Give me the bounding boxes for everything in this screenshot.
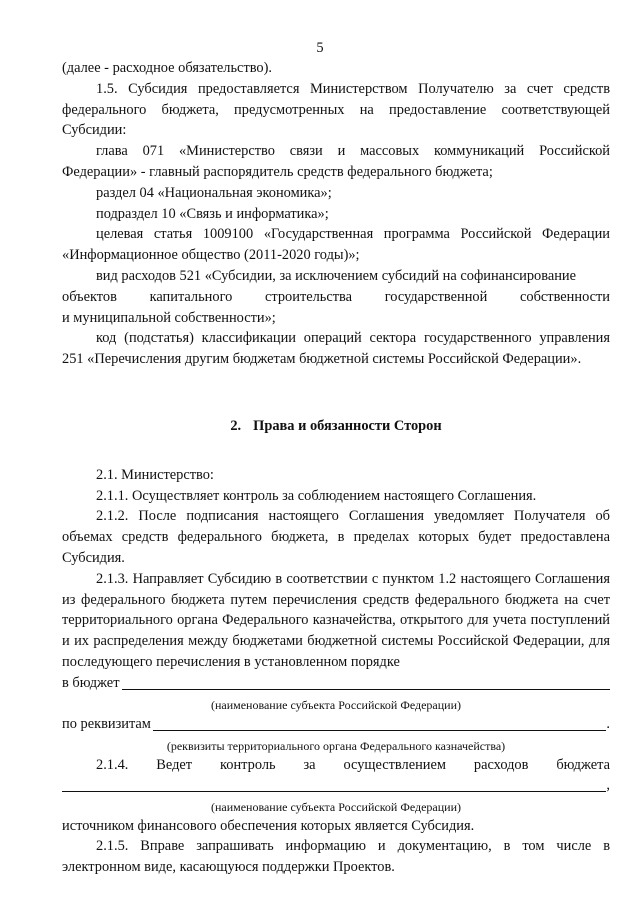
caption-requisites: (реквизиты территориального органа Федерального казначейства): [166, 738, 506, 753]
paragraph-2-1-5: 2.1.5. Вправе запрашивать информацию и документацию, в том числе в электронном виде, касающуюся поддержки Проектов.: [62, 838, 610, 876]
budget-subject-field: [62, 673, 610, 694]
budget-podrazdel: подраздел 10 «Связь и информатика»;: [96, 205, 329, 222]
caption-subject-1: (наименование субъекта Российской Федерации): [210, 697, 462, 712]
paragraph-2-1-4-continuation: источником финансового обеспечения которых является Субсидия.: [62, 817, 475, 834]
budget-vid-line-1: вид расходов 521 «Субсидии, за исключением субсидий на софинансирование: [96, 267, 577, 284]
requisites-field: [62, 714, 610, 735]
section-2-title: Права и обязанности Сторон: [253, 417, 442, 434]
section-2-heading: [62, 416, 610, 437]
paragraph-2-1-2: 2.1.2. После подписания настоящего Соглашения уведомляет Получателя об объемах средств федерального бюджета, в пределах которых будет предоставлена Субсидия.: [62, 508, 610, 566]
requisites-period: .: [606, 715, 610, 732]
budget-glava: глава 071 «Министерство связи и массовых коммуникаций Российской Федерации» - главный распорядитель средств федерального бюджета;: [62, 143, 610, 180]
paragraph-2-1-3: 2.1.3. Направляет Субсидию в соответствии с пунктом 1.2 настоящего Соглашения из федерального бюджета путем перечисления средств федерального бюджета на счет территориального органа Федерального казначейства, открытого для учета поступлений и их распределения между бюджетами бюджетной системы Российской Федерации, для последующего перечисления в установленном порядке: [62, 570, 610, 670]
budget-vid-line-3: и муниципальной собственности»;: [62, 309, 276, 326]
section-2-number: 2.: [230, 417, 242, 434]
paragraph-1-5: 1.5. Субсидия предоставляется Министерством Получателю за счет средств федерального бюджета, предусмотренных на предоставление соответствующей Субсидии:: [62, 80, 610, 139]
paragraph-intro: (далее - расходное обязательство).: [62, 60, 273, 76]
budget-razdel: раздел 04 «Национальная экономика»;: [96, 184, 332, 201]
control-subject-field: [62, 776, 610, 796]
control-subject-comma: ,: [606, 776, 610, 793]
po-rekvizitam-label: по реквизитам: [62, 715, 151, 732]
caption-subject-2: (наименование субъекта Российской Федерации): [210, 799, 462, 814]
paragraph-2-1-4: 2.1.4. Ведет контроль за осуществлением расходов бюджета: [96, 756, 610, 773]
paragraph-2-1: 2.1. Министерство:: [96, 466, 214, 483]
requisites-blank[interactable]: [153, 714, 606, 731]
budget-vid-line-2: объектов капитального строительства государственной собственности: [62, 288, 610, 305]
budget-kod: код (подстатья) классификации операций сектора государственного управления 251 «Перечисления другим бюджетам бюджетной системы Российской Федерации».: [62, 330, 610, 368]
control-subject-blank[interactable]: [62, 775, 606, 792]
budget-subject-blank[interactable]: [122, 673, 611, 690]
document-body: [62, 58, 610, 878]
paragraph-2-1-1: 2.1.1. Осуществляет контроль за соблюдением настоящего Соглашения.: [96, 487, 537, 504]
budget-statya: целевая статья 1009100 «Государственная программа Российской Федерации «Информационное общество (2011-2020 годы)»;: [62, 226, 610, 264]
page-number: 5: [316, 40, 324, 56]
v-budzhet-label: в бюджет: [62, 674, 120, 691]
